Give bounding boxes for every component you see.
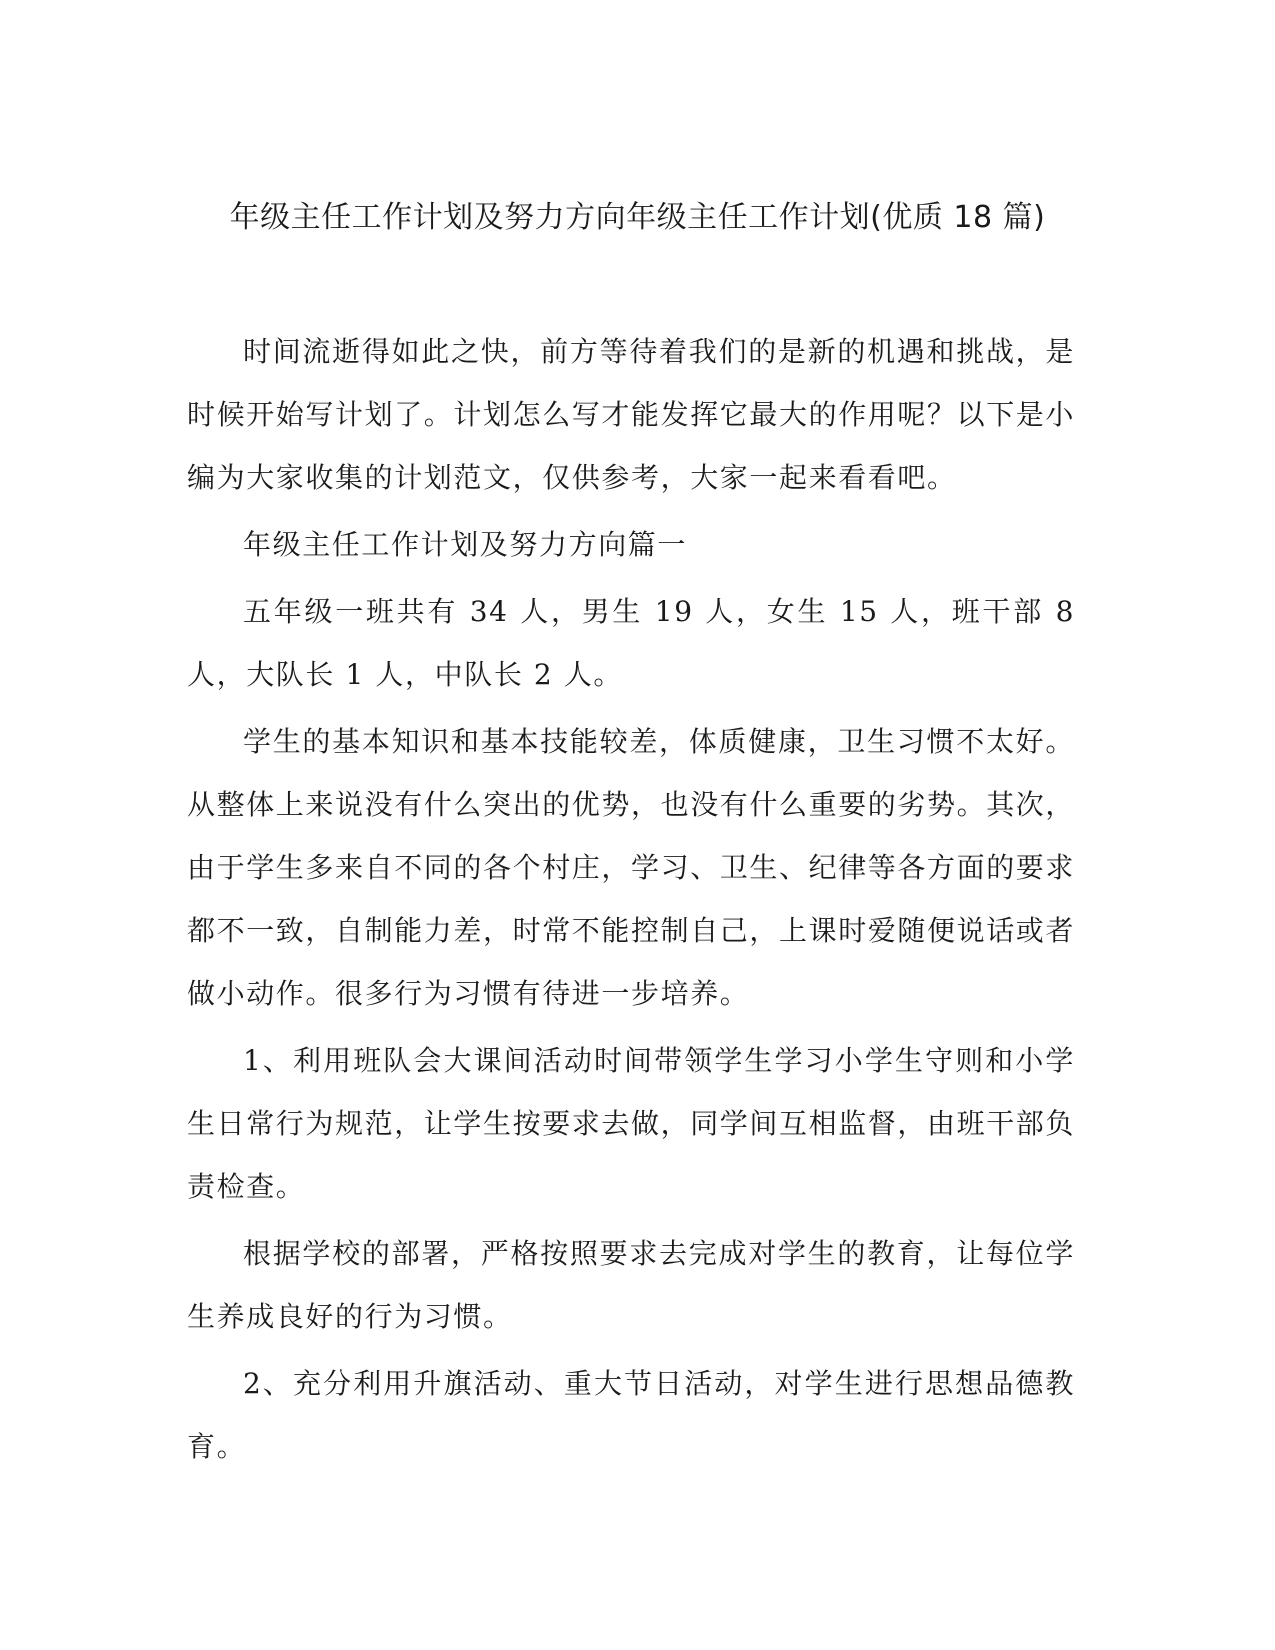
document-body: [187, 320, 1075, 1482]
section-heading: 年级主任工作计划及努力方向篇一: [243, 528, 688, 561]
paragraph-item-1: 1、利用班队会大课间活动时间带领学生学习小学生守则和小学生日常行为规范，让学生按要求去做，同学间互相监督，由班干部负责检查。: [187, 1044, 1076, 1203]
paragraph-student-analysis: 学生的基本知识和基本技能较差，体质健康，卫生习惯不太好。从整体上来说没有什么突出的优势，也没有什么重要的劣势。其次，由于学生多来自不同的各个村庄，学习、卫生、纪律等各方面的要求都不一致，自制能力差，时常不能控制自己，上课时爱随便说话或者做小动作。很多行为习惯有待进一步培养。: [187, 725, 1076, 1010]
paragraph-item-2: 2、充分利用升旗活动、重大节日活动，对学生进行思想品德教育。: [187, 1367, 1075, 1463]
paragraph-school-deployment: 根据学校的部署，严格按照要求去完成对学生的教育，让每位学生养成良好的行为习惯。: [187, 1237, 1075, 1333]
paragraph-class-info: 五年级一班共有 34 人，男生 19 人，女生 15 人，班干部 8 人，大队长 1 人，中队长 2 人。: [187, 595, 1075, 691]
document-title: 年级主任工作计划及努力方向年级主任工作计划(优质 18 篇): [229, 200, 1046, 235]
paragraph-intro: 时间流逝得如此之快，前方等待着我们的是新的机遇和挑战，是时候开始写计划了。计划怎么写才能发挥它最大的作用呢？以下是小编为大家收集的计划范文，仅供参考，大家一起来看看吧。: [187, 335, 1076, 494]
